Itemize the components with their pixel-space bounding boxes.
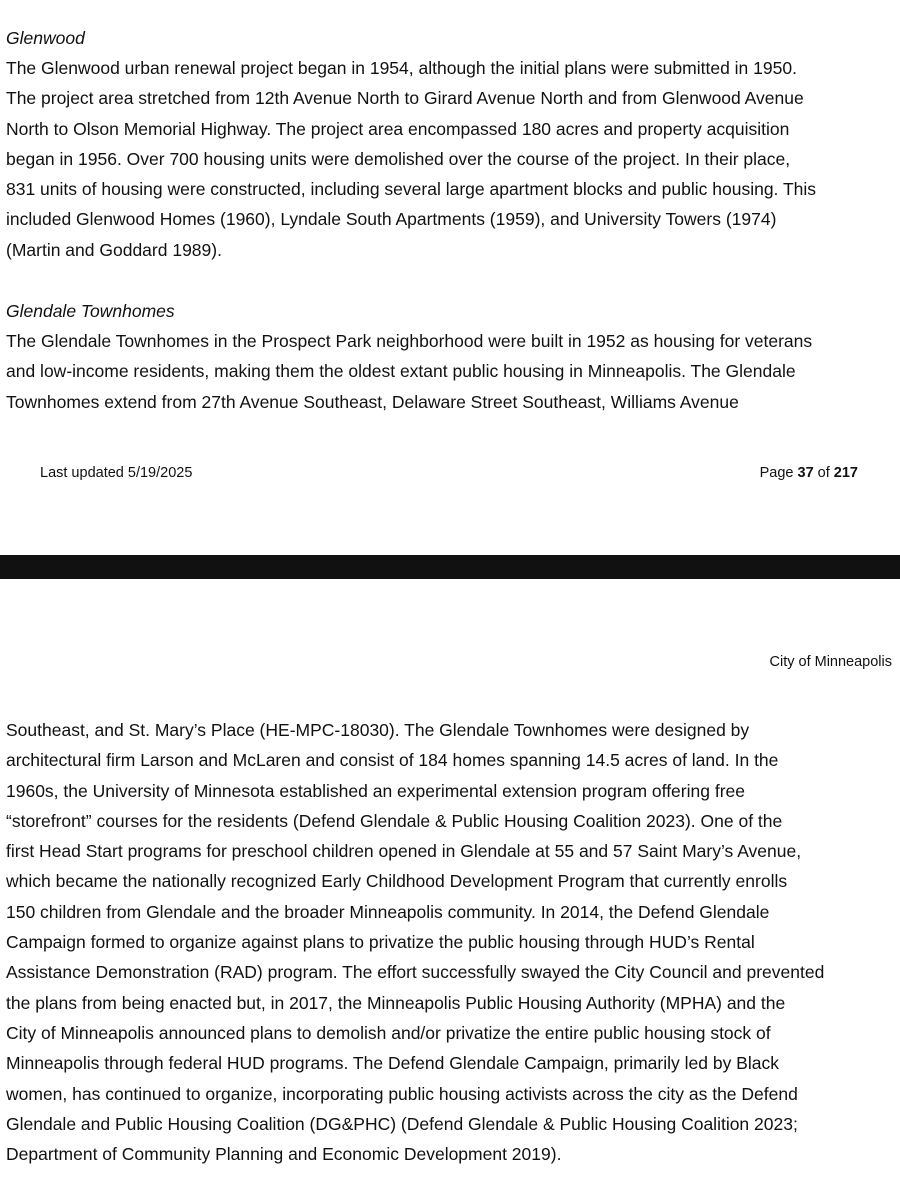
section-heading-glenwood: Glenwood [6, 28, 85, 48]
page-header-city: City of Minneapolis [769, 654, 892, 670]
text-line: The Glendale Townhomes in the Prospect Park neighborhood were built in 1952 as housing for veterans [6, 331, 813, 351]
text-line: Campaign formed to organize against plans to privatize the public housing through HUD’s Rental [6, 932, 755, 953]
text-line: Glendale and Public Housing Coalition (DG&PHC) (Defend Glendale & Public Housing Coalition 2023; [6, 1113, 798, 1134]
section-glendale-townhomes [6, 296, 894, 417]
text-line: women, has continued to organize, incorporating public housing activists across the city as the Defend [6, 1083, 798, 1104]
text-line: North to Olson Memorial Highway. The project area encompassed 180 acres and property acquisition [6, 118, 790, 139]
footer-last-updated: Last updated 5/19/2025 [40, 465, 193, 481]
text-line: The Glenwood urban renewal project began in 1954, although the initial plans were submitted in 1950. [6, 58, 797, 78]
page-separator [0, 555, 900, 579]
text-line: 831 units of housing were constructed, including several large apartment blocks and public housing. This [6, 179, 817, 200]
text-line: which became the nationally recognized Early Childhood Development Program that currently enrolls [6, 871, 788, 892]
text-line: the plans from being enacted but, in 2017, the Minneapolis Public Housing Authority (MPHA) and the [6, 992, 786, 1013]
paragraph-glenwood [6, 53, 894, 265]
section-heading-glendale: Glendale Townhomes [6, 301, 175, 321]
text-line: “storefront” courses for the residents (Defend Glendale & Public Housing Coalition 2023). One of the [6, 810, 783, 831]
total-pages: 217 [833, 465, 858, 481]
section-glenwood [6, 23, 894, 265]
text-line: Townhomes extend from 27th Avenue Southeast, Delaware Street Southeast, Williams Avenue [6, 391, 739, 412]
paragraph-glendale [6, 326, 894, 417]
text-line: and low-income residents, making them the oldest extant public housing in Minneapolis. The Glendale [6, 361, 796, 382]
text-line: 1960s, the University of Minnesota established an experimental extension program offering free [6, 780, 745, 801]
text-line: Assistance Demonstration (RAD) program. The effort successfully swayed the City Council and prevented [6, 962, 825, 983]
text-line: Southeast, and St. Mary’s Place (HE-MPC-18030). The Glendale Townhomes were designed by [6, 720, 750, 740]
text-line: The project area stretched from 12th Avenue North to Girard Avenue North and from Glenwood Avenue [6, 88, 804, 109]
of-label: of [817, 465, 830, 481]
text-line: included Glenwood Homes (1960), Lyndale South Apartments (1959), and University Towers (1974) [6, 209, 777, 230]
text-line: City of Minneapolis announced plans to demolish and/or privatize the entire public housing stock of [6, 1022, 771, 1043]
text-line: began in 1956. Over 700 housing units were demolished over the course of the project. In their place, [6, 148, 791, 169]
current-page: 37 [797, 465, 814, 481]
footer-page-number [760, 462, 858, 484]
text-line: Department of Community Planning and Economic Development 2019). [6, 1144, 562, 1165]
text-line: first Head Start programs for preschool children opened in Glendale at 55 and 57 Saint Mary’s Avenue, [6, 841, 802, 862]
document-page-37 [0, 0, 900, 555]
text-line: 150 children from Glendale and the broader Minneapolis community. In 2014, the Defend Glendale [6, 901, 770, 922]
text-line: architectural firm Larson and McLaren and consist of 184 homes spanning 14.5 acres of land. In the [6, 750, 779, 771]
text-line: Minneapolis through federal HUD programs. The Defend Glendale Campaign, primarily led by Black [6, 1053, 779, 1074]
text-line: (Martin and Goddard 1989). [6, 239, 222, 260]
paragraph-glendale-continued [6, 715, 894, 1169]
page-label: Page [759, 465, 794, 481]
